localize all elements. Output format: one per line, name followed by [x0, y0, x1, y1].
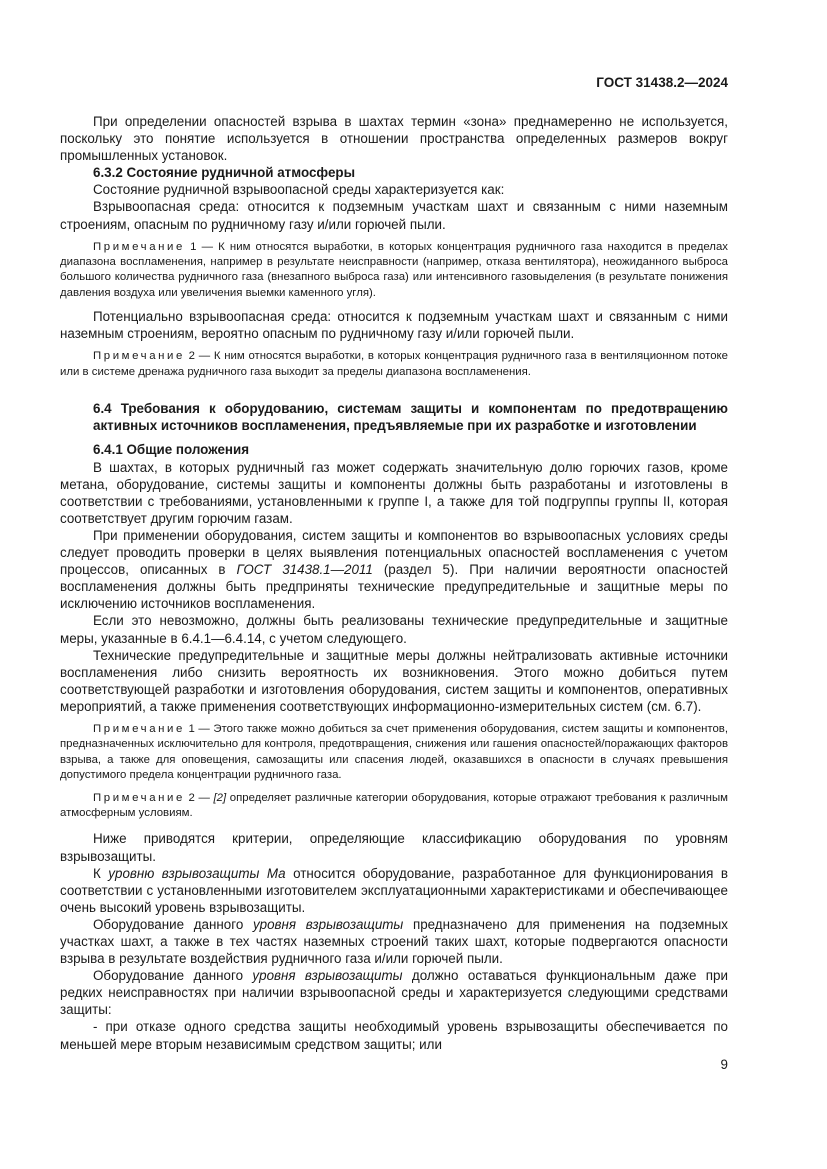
section-heading-6-4: 6.4 Требования к оборудованию, системам защиты и компонентам по предотвращению активных источников воспламенения, предъявляемые при их разработке и изготовлении — [93, 401, 728, 434]
document-id-header: ГОСТ 31438.2—2024 — [596, 75, 728, 90]
note-1 — [60, 240, 728, 302]
section-heading-6-3-2: 6.3.2 Состояние рудничной атмосферы — [93, 165, 356, 181]
paragraph: При применении оборудования, систем защиты и компонентов во взрывоопасных условиях среды следует проводить проверки в целях выявления потенциальных опасностей воспламенения с учетом процессов, описанных в ГОСТ 31438.1—2011 (раздел 5). При наличии вероятности опасностей воспламенения должны быть предприняты технические предупредительные и защитные меры по исключению источников воспламенения. — [60, 527, 729, 612]
paragraph: Если это невозможно, должны быть реализованы технические предупредительные и защитные меры, указанные в 6.4.1—6.4.14, с учетом следующего. — [60, 613, 728, 646]
standard-reference: ГОСТ 31438.1—2011 — [236, 562, 373, 578]
note-text: 1 — Этого также можно добиться за счет применения оборудования, систем защиты и компонентов, предназначенных исключительно для контроля, предотвращения, снижения или гашения опасностей/поражающих факторов взрыва, а также для оповещения, самозащиты или спасения людей, оказавшихся в опасности в случаях превышения допустимого предела концентрации рудничного газа. — [60, 722, 728, 782]
list-item: - при отказе одного средства защиты необходимый уровень взрывозащиты обеспечивается по меньшей мере вторым независимым средством защиты; или — [60, 1019, 728, 1052]
page-number: 9 — [720, 1057, 728, 1072]
term-italic: уровня взрывозащиты — [252, 916, 404, 932]
note-label: Примечание — [93, 240, 185, 253]
paragraph: Взрывоопасная среда: относится к подземным участкам шахт и связанным с ними наземным строениям, опасным по рудничному газу и/или горючей пыли. — [60, 199, 728, 232]
term-italic: уровню взрывозащиты Ма — [108, 865, 286, 881]
note-label: Примечание — [93, 350, 185, 363]
paragraph: Технические предупредительные и защитные меры должны нейтрализовать активные источники воспламенения либо снизить вероятность их возникновения. Этого можно добиться путем соответствующей разработки и изготовления оборудования, систем защиты и компонентов, оперативных мероприятий, а также применения соответствующих информационно-измерительных систем (см. 6.7). — [60, 647, 728, 714]
paragraph: Ниже приводятся критерии, определяющие классификацию оборудования по уровням взрывозащиты. — [60, 831, 728, 864]
paragraph: Оборудование данного уровня взрывозащиты должно оставаться функциональным даже при редких неисправностях при наличии взрывоопасной среды и характеризуется следующими средствами защиты: — [60, 968, 728, 1018]
note-4: Примечание 2 — [2] определяет различные категории оборудования, которые отражают требования к различным атмосферным условиям. — [60, 791, 728, 819]
note-label: Примечание — [93, 791, 185, 804]
note-text: 1 — К ним относятся выработки, в которых концентрация рудничного газа находится в пределах диапазона воспламенения, например в результате неисправности (например, отказа вентилятора), неожиданного выброса большого количества рудничного газа (внезапного выброса газа) или интенсивного газовыделения (в результате понижения давления воздуха или увеличения выемки каменного угля). — [60, 240, 728, 299]
paragraph: К уровню взрывозащиты Ма относится оборудование, разработанное для функционирования в соответствии с установленными изготовителем эксплуатационными характеристиками и обеспечивающее очень высокий уровень взрывозащиты. — [60, 865, 729, 915]
paragraph: Потенциально взрывоопасная среда: относится к подземным участкам шахт и связанным с ними наземным строениям, вероятно опасным по рудничному газу и/или горючей пыли. — [60, 309, 728, 342]
document-body — [60, 113, 728, 1053]
note-3 — [60, 722, 728, 784]
section-heading-6-4-1: 6.4.1 Общие положения — [93, 442, 250, 458]
note-label: Примечание — [93, 722, 185, 735]
note-text: 2 — К ним относятся выработки, в которых концентрация рудничного газа в вентиляционном потоке или в системе дренажа рудничного газа выходит за пределы диапазона воспламенения. — [60, 350, 728, 378]
paragraph: Состояние рудничной взрывоопасной среды характеризуется как: — [93, 182, 505, 198]
document-page — [60, 0, 728, 1169]
note-2 — [60, 349, 728, 380]
paragraph: Оборудование данного уровня взрывозащиты предназначено для применения на подземных участках шахт, а также в тех частях наземных строений таких шахт, которые подвергаются опасности взрыва в результате воздействия рудничного газа и/или горючей пыли. — [60, 916, 728, 967]
paragraph: В шахтах, в которых рудничный газ может содержать значительную долю горючих газов, кроме метана, оборудование, системы защиты и компоненты должны быть разработаны и изготовлены в соответствии с требованиями, установленными к группе I, а также для той подгруппы группы II, которая соответствует другим горючим газам. — [60, 459, 728, 526]
bibliography-reference: [2] — [213, 791, 227, 804]
term-italic: уровня взрывозащиты — [252, 968, 403, 984]
paragraph: При определении опасностей взрыва в шахтах термин «зона» преднамеренно не используется, поскольку это понятие используется в отношении пространства определенных размеров вокруг промышленных установок. — [60, 114, 728, 164]
